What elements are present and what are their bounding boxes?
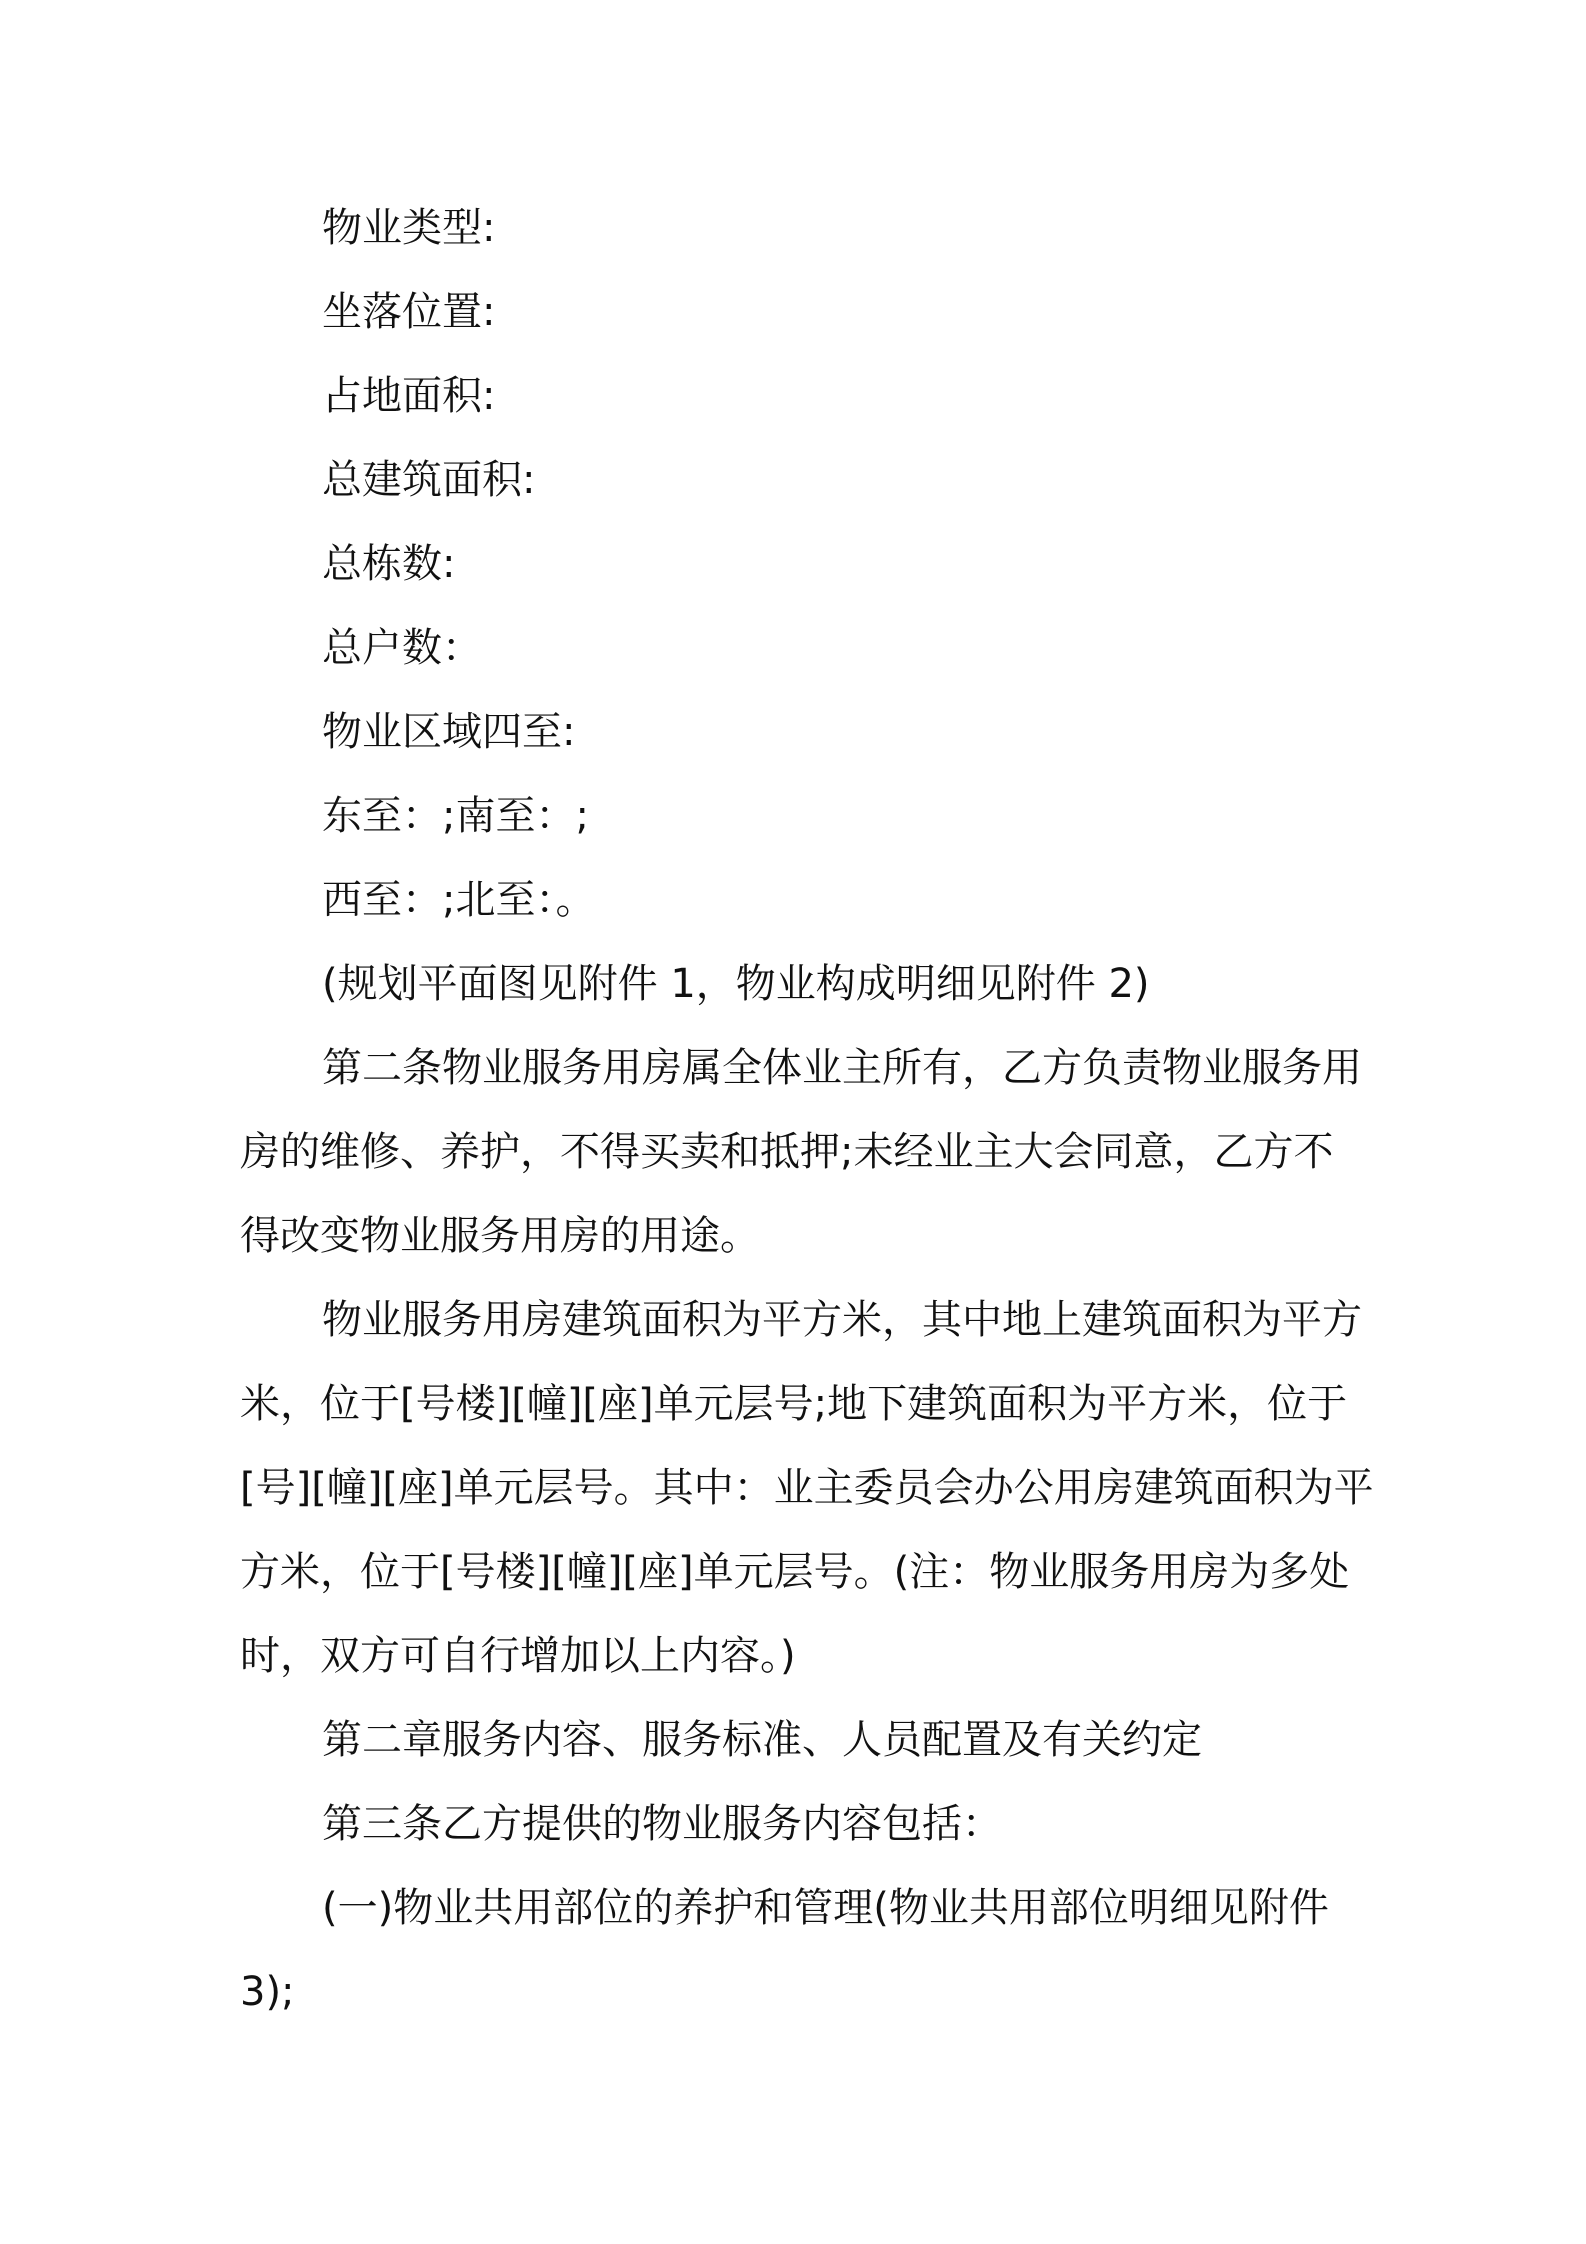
attachment-note: (规划平面图见附件 1，物业构成明细见附件 2) [322,961,1150,1007]
chapter-2-heading: 第二章服务内容、服务标准、人员配置及有关约定 [322,1717,1202,1763]
paragraph-service-room-line-5: 时，双方可自行增加以上内容。) [240,1633,796,1679]
item-1-line-1: (一)物业共用部位的养护和管理(物业共用部位明细见附件 [322,1885,1329,1931]
item-1-line-2: 3); [240,1969,295,2015]
paragraph-service-room-line-3: [号][幢][座]单元层号。其中：业主委员会办公用房建筑面积为平 [240,1465,1374,1511]
field-total-floor-area: 总建筑面积: [322,457,536,503]
paragraph-service-room-line-1: 物业服务用房建筑面积为平方米，其中地上建筑面积为平方 [322,1297,1362,1343]
field-household-count: 总户数： [322,625,482,671]
paragraph-article-2-line-3: 得改变物业服务用房的用途。 [240,1213,760,1259]
field-property-type: 物业类型: [322,205,496,251]
field-building-count: 总栋数: [322,541,456,587]
paragraph-article-2-line-2: 房的维修、养护，不得买卖和抵押;未经业主大会同意，乙方不 [240,1129,1334,1175]
field-east-south: 东至：;南至：; [322,793,589,839]
article-3-heading: 第三条乙方提供的物业服务内容包括： [322,1801,1002,1847]
paragraph-service-room-line-4: 方米，位于[号楼][幢][座]单元层号。(注：物业服务用房为多处 [240,1549,1350,1595]
field-location: 坐落位置: [322,289,496,335]
paragraph-article-2-line-1: 第二条物业服务用房属全体业主所有，乙方负责物业服务用 [322,1045,1362,1091]
field-land-area: 占地面积: [322,373,496,419]
paragraph-service-room-line-2: 米，位于[号楼][幢][座]单元层号;地下建筑面积为平方米，位于 [240,1381,1348,1427]
field-west-north: 西至：;北至：。 [322,877,596,923]
field-boundaries: 物业区域四至: [322,709,576,755]
